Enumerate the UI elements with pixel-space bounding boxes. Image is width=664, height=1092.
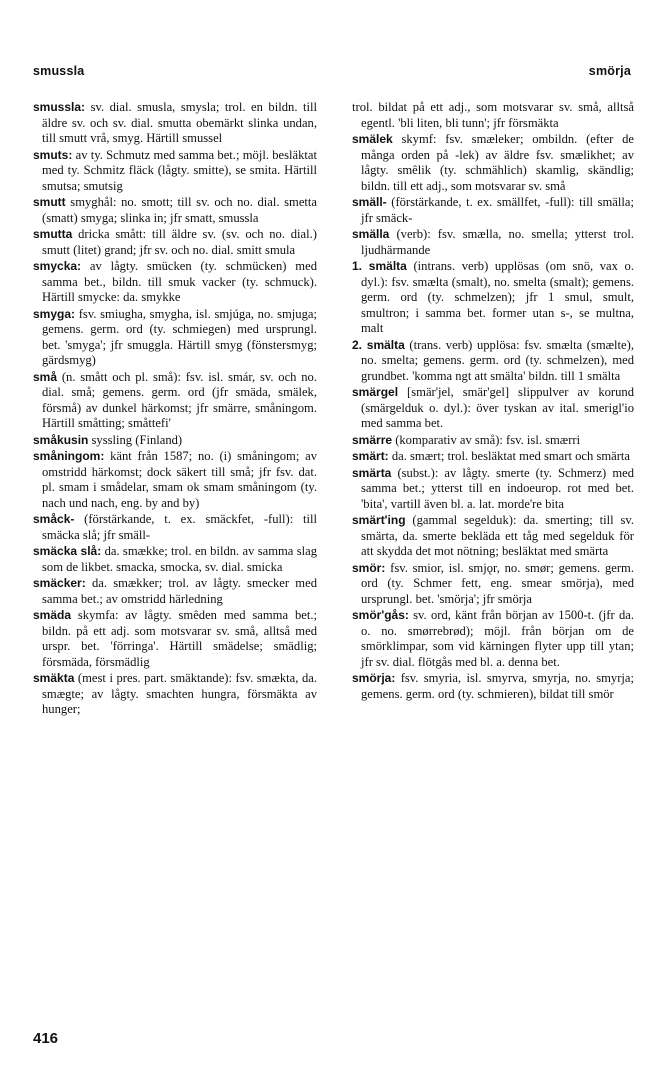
- dictionary-entry: [33, 512, 317, 543]
- entry-headword: smussla:: [33, 100, 86, 114]
- dictionary-entry: [33, 576, 317, 607]
- dictionary-entry: [33, 544, 317, 575]
- entry-headword: smutt: [33, 195, 66, 209]
- entry-headword: smälek: [352, 132, 393, 146]
- entry-headword: smör'gås:: [352, 608, 409, 622]
- dictionary-entry: [352, 671, 634, 702]
- dictionary-entry: [33, 671, 317, 718]
- page-number: 416: [33, 1030, 59, 1047]
- dictionary-entry: [352, 132, 634, 194]
- entry-headword: smärgel: [352, 385, 399, 399]
- entry-text: (verb): fsv. smælla, no. smella; ytterst trol. ljudhärmande: [361, 227, 634, 257]
- dictionary-entry: [352, 259, 634, 337]
- entry-headword: smäcker:: [33, 576, 86, 590]
- entry-headword: smör:: [352, 560, 386, 575]
- entry-text: dricka smått: till äldre sv. (sv. och no. dial.) smutt (litet) grand; jfr sv. och no. dial. smitt smula: [42, 227, 317, 257]
- header-right-guideword: smörja: [588, 64, 631, 78]
- entry-text: (intrans. verb) upplösas (om snö, vax o. dyl.): fsv. smælta (smalt), no. smelta (smalt); gemens. germ. ord (ty. schmelzen); jfr 1 smul, smult, smultron; i samma bet. former utan s-, se multna, malt: [361, 259, 634, 335]
- dictionary-entry: [33, 449, 317, 511]
- entry-text: da. smært; trol. besläktat med smart och smärta: [391, 449, 631, 463]
- running-header: [33, 64, 631, 84]
- entry-text: da. smækker; trol. av lågty. smecker med samma bet.; av omstridd härledning: [42, 576, 317, 606]
- dictionary-entry: [33, 433, 317, 449]
- dictionary-entry: [352, 466, 634, 513]
- dictionary-entry: [33, 148, 317, 195]
- entry-text: (förstärkande, t. ex. smäckfet, -full): till smäcka slå; jfr smäll-: [42, 512, 317, 542]
- dictionary-entry: [352, 385, 634, 432]
- entry-text: syssling (Finland): [91, 432, 183, 447]
- dictionary-entry: [33, 227, 317, 258]
- entry-headword: smycka:: [33, 259, 82, 273]
- entry-text: (mest i pres. part. smäktande): fsv. smækta, da. smægte; av lågty. smachten hungra, försmäkta av hunger;: [42, 671, 317, 716]
- entry-headword: smyga:: [33, 306, 76, 321]
- entry-text: (trans. verb) upplösa: fsv. smælta (smælte), no. smelta; gemens. germ. ord (ty. schmelzen), med grundbet. 'komma ngt att smälta' bildn. till 1 smälta: [361, 337, 634, 383]
- entry-text: smyghål: no. smott; till sv. och no. dial. smetta (smatt) smyga; slinka in; jfr smatt, smussla: [42, 195, 317, 225]
- entry-headword: smärre: [352, 432, 393, 447]
- entry-headword: 2. smälta: [352, 337, 405, 352]
- entry-text: (subst.): av lågty. smerte (ty. Schmerz) med samma bet.; ytterst till en indoeurop. rot med bet. 'bita', vartill även bl. a. lat. morde're bita: [361, 465, 634, 511]
- entry-headword: smärt'ing: [352, 513, 406, 527]
- dictionary-entry: [33, 259, 317, 306]
- entry-headword: smäkta: [33, 671, 75, 685]
- entry-headword: smärta: [352, 465, 392, 480]
- entry-headword: smäll-: [352, 195, 387, 209]
- entry-text: sv. ord, känt från början av 1500-t. (jfr da. o. no. smørrebrød); möjl. från början om de smörklimpar, som vid kärningen flyter upp till ytan; jfr sv. dial. flötgås med bl. a. denna bet.: [361, 608, 634, 669]
- entry-headword: 1. smälta: [352, 259, 407, 273]
- dictionary-entry: [352, 513, 634, 560]
- entry-headword: småkusin: [33, 432, 89, 447]
- entry-text: fsv. smiugha, smygha, isl. smjúga, no. smjuga; gemens. germ. ord (ty. schmiegen) med ursprungl. bet. 'smyga'; jfr smuggla. Härtill smyg (fönstersmyg; gärdsmyg): [42, 306, 317, 367]
- entry-text: skymf: fsv. smæleker; ombildn. (efter de många orden på -lek) av äldre fsv. smælikhet; av lågty. smêlik (ty. schmählich) skamlig, skändlig; bildn. till ett adj., som motsvarar sv. små: [361, 132, 634, 193]
- entry-text: (förstärkande, t. ex. smällfet, -full): till smälla; jfr smäck-: [361, 195, 634, 225]
- entry-text: (gammal segelduk): da. smerting; till sv. smärta, da. smerte bekläda ett tåg med segelduk för att skydda det mot nötning; besläktat med smärta: [361, 513, 634, 558]
- dictionary-entry: [352, 227, 634, 258]
- dictionary-entry: [33, 307, 317, 369]
- entry-headword: smälla: [352, 227, 390, 241]
- entry-headword: småningom:: [33, 449, 105, 463]
- dictionary-entry: [352, 561, 634, 608]
- entry-headword: små: [33, 369, 58, 384]
- entry-text: skymfa: av lågty. smêden med samma bet.; bildn. på ett adj. som motsvarar sv. små, alltså med urspr. bet. 'förringa'. Härtill smädelse; smädlig; försmäda, försmädlig: [42, 608, 317, 669]
- right-column: [352, 100, 634, 703]
- left-column: [33, 100, 317, 719]
- entry-text: (n. smått och pl. små): fsv. isl. smár, sv. och no. dial. små; gemens. germ. ord (jfr smäda, smälek, försmå) av dunkel härkomst; jfr smärre, småningom. Härtill småtting; småttefi': [42, 369, 317, 430]
- entry-text: av ty. Schmutz med samma bet.; möjl. besläktat med ty. Schmitz fläck (lågty. smitte), se smita. Härtill smutsa; smutsig: [42, 147, 317, 193]
- entry-text: sv. dial. smusla, smysla; trol. en bildn. till äldre sv. och sv. dial. smutta obemärkt slinka undan, till smutt vrå, smyg. Härtill smussel: [42, 100, 317, 145]
- dictionary-entry: [33, 608, 317, 670]
- dictionary-entry: [352, 433, 634, 449]
- dictionary-entry-continued: [352, 100, 634, 131]
- entry-headword: smäda: [33, 608, 72, 622]
- dictionary-entry: [33, 370, 317, 432]
- entry-headword: smörja:: [352, 671, 396, 685]
- entry-headword: smutta: [33, 227, 73, 241]
- entry-text: av lågty. smücken (ty. schmücken) med samma bet., bildn. till smuk vacker (ty. schmuck). Härtill smycke: da. smykke: [42, 259, 317, 304]
- entry-text: [smär'jel, smär'gel] slippulver av korund (smärgelduk o. dyl.): över tyskan av ital. smerigl'io med samma bet.: [361, 385, 634, 430]
- entry-headword: smäcka slå:: [33, 544, 102, 558]
- entry-text: fsv. smior, isl. smjǫr, no. smør; gemens. germ. ord (ty. Schmer fett, eng. smear smörja), med ursprungl. bet. 'smörja'; jfr smörja: [361, 560, 634, 606]
- entry-text: trol. bildat på ett adj., som motsvarar sv. små, alltså egentl. 'bli liten, bli tunn'; jfr försmäkta: [352, 100, 634, 130]
- dictionary-entry: [352, 195, 634, 226]
- dictionary-entry: [33, 195, 317, 226]
- entry-headword: smärt:: [352, 449, 389, 463]
- entry-headword: småck-: [33, 512, 75, 526]
- entry-text: (komparativ av små): fsv. isl. smærri: [395, 432, 581, 447]
- dictionary-entry: [33, 100, 317, 147]
- dictionary-entry: [352, 338, 634, 385]
- entry-headword: smuts:: [33, 147, 73, 162]
- dictionary-entry: [352, 449, 634, 465]
- header-left-guideword: smussla: [33, 64, 85, 78]
- entry-text: fsv. smyria, isl. smyrva, smyrja, no. smyrja; gemens. germ. ord (ty. schmieren), bildat till smör: [361, 671, 634, 701]
- entry-text: da. smække; trol. en bildn. av samma slag som de likbet. smacka, smocka, sv. dial. smicka: [42, 544, 318, 574]
- entry-text: känt från 1587; no. (i) småningom; av omstridd härkomst; dock säkert till små; jfr fsv. dat. pl. smam i smådelar, smam ok smam småningom (ty. nach und nach, eng. by and by): [42, 449, 317, 510]
- dictionary-entry: [352, 608, 634, 670]
